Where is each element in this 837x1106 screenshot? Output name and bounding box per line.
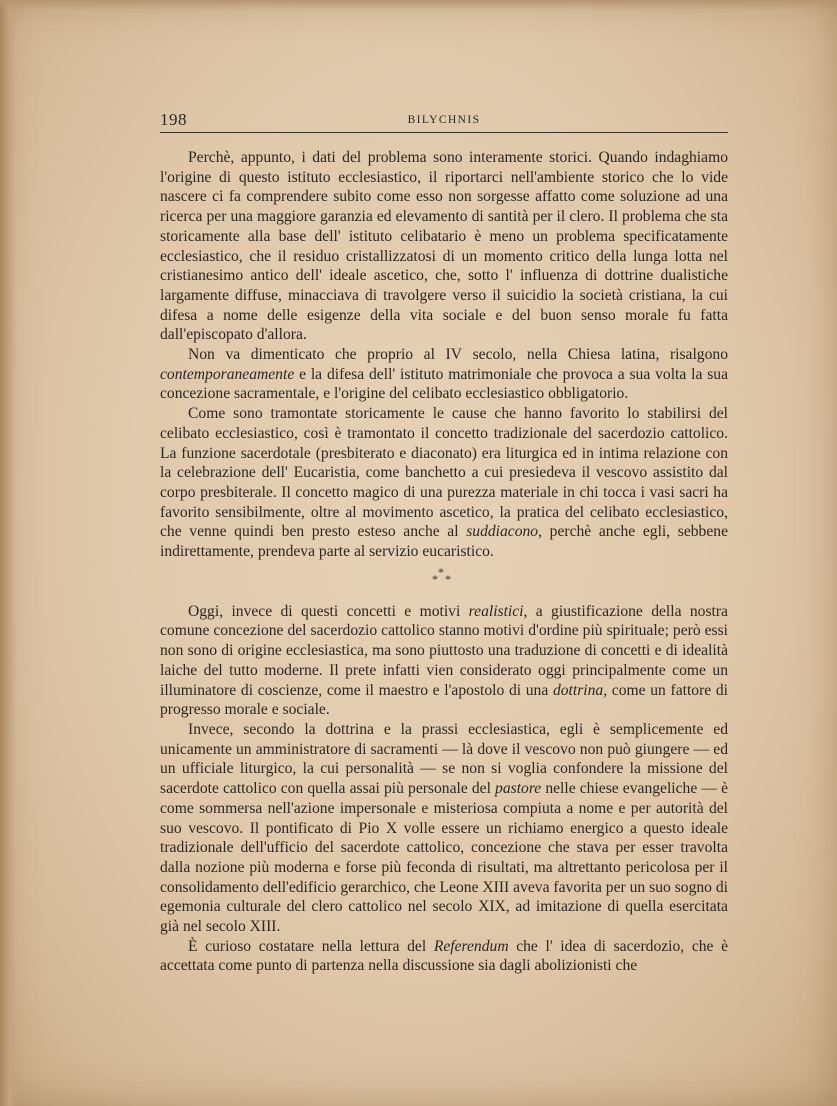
paragraph-6: È curioso costatare nella lettura del Referendum che l' idea di sacerdozio, che è accettata come punto di partenza nella discussione sia dagli abolizionisti che — [160, 937, 729, 975]
century-numeral: IV — [445, 346, 462, 364]
page-number: 198 — [160, 110, 187, 129]
paragraph-3: Come sono tramontate storicamente le cause che hanno favorito lo stabilirsi del celibato ecclesiastico, così è tramontato il concetto tradizionale del sacerdozio cattolico. La funzione sacerdotale (presbiterato e diaconato) era liturgica ed in intima relazione con la celebrazione dell' Eucaristia, come banchetto a cui presiedeva il vescovo assistito dal corpo presbiterale. Il concetto magico di una purezza materiale in chi tocca i vasi sacri ha favorito sensibilmente, oltre al movimento ascetico, la pratica del celibato ecclesiastico, che venne quindi ben presto esteso anche al suddiacono, perchè anche egli, sebbene indirettamente, prendeva parte al servizio eucaristico. — [160, 405, 728, 561]
asterism-star: * — [438, 564, 444, 579]
paragraph-5: Invece, secondo la dottrina e la prassi ecclesiastica, egli è semplicemente ed unicamente un amministratore di sacramenti — là dove il vescovo non può giungere — ed un ufficiale liturgico, la cui personalità — se non si voglia confondere la missione del sacerdote cattolico con quella assai più personale del pastore nelle chiese evangeliche — è come sommersa nell'azione impersonale e misteriosa compiuta a nome e per autorità del suo vescovo. Il pontificato di Pio X volle essere un richiamo energico a questo ideale tradizionale dell'ufficio del sacerdote cattolico, concezione che stava per esser travolta dalla nozione più moderna e forse più feconda di risultati, ma altrettanto pericolosa per il consolidamento dell'edificio gerarchico, che Leone XIII aveva favorita per un suo sogno di egemonia culturale del clero cattolico nel secolo XIX, ad imitazione di quella esercitata già nel secolo XIII. — [160, 720, 728, 936]
page-header — [160, 110, 728, 132]
century-numeral: XIII — [249, 918, 277, 936]
paragraph-4: Oggi, invece di questi concetti e motivi realistici, a giustificazione della nostra comune concezione del sacerdozio cattolico stanno motivi d'ordine più spirituale; però essi non sono di origine ecclesiastica, ma sono piuttosto una traduzione di concetti e di idealità laiche del tutto moderne. Il prete infatti vien considerato oggi principalmente come un illuminatore di coscienze, come il maestro e l'apostolo di una dottrina, come un fattore di progresso morale e sociale. — [160, 602, 729, 719]
emphasis-realistici: realistici, — [468, 602, 528, 620]
page-top-edge — [0, 0, 837, 10]
paragraph-1: Perchè, appunto, i dati del problema sono interamente storici. Quando indaghiamo l'origine di questo istituto ecclesiastico, il riportarci nell'ambiente storico che lo vide nascere ci fa comprendere subito come esso non sorgesse affatto come soluzione ad una ricerca per una maggiore garanzia ed elevamento di santità per il clero. Il problema che sta storicamente alla base dell' istituto celibatario è meno un problema specificatamente ecclesiastico, che il residuo cristallizzatosi di un momento critico della lunga lotta nel cristianesimo antico dell' ideale ascetico, che, sotto l' influenza di dottrine dualistiche largamente diffuse, minacciava di travolgere verso il suicidio la società cristiana, la cui difesa a nome delle esigenze della vita sociale e del buon senso morale fu fatta dall'episcopato d'allora. — [160, 149, 728, 344]
asterism-star: * — [445, 571, 451, 586]
running-head: BILYCHNIS — [407, 114, 481, 126]
emphasis-pastore: pastore — [495, 780, 542, 798]
header-rule — [160, 132, 728, 133]
paragraph-2: Non va dimenticato che proprio al IV secolo, nella Chiesa latina, risalgono contemporaneamente e la difesa dell' istituto matrimoniale che provoca a sua volta la sua concezione sacramentale, e l'origine del celibato ecclesiastico obbligatorio. — [160, 346, 728, 403]
emphasis-suddiacono: suddiacono, — [466, 523, 543, 541]
emphasis-contemporaneamente: contemporaneamente — [160, 365, 295, 383]
page-binding-edge — [0, 0, 16, 1106]
body-text — [160, 148, 728, 976]
asterism-star: * — [432, 571, 438, 586]
century-numeral: XIX — [478, 898, 506, 916]
section-separator-asterism — [160, 562, 728, 602]
emphasis-dottrina: dottrina, — [552, 681, 608, 699]
emphasis-referendum: Referendum — [433, 937, 509, 955]
